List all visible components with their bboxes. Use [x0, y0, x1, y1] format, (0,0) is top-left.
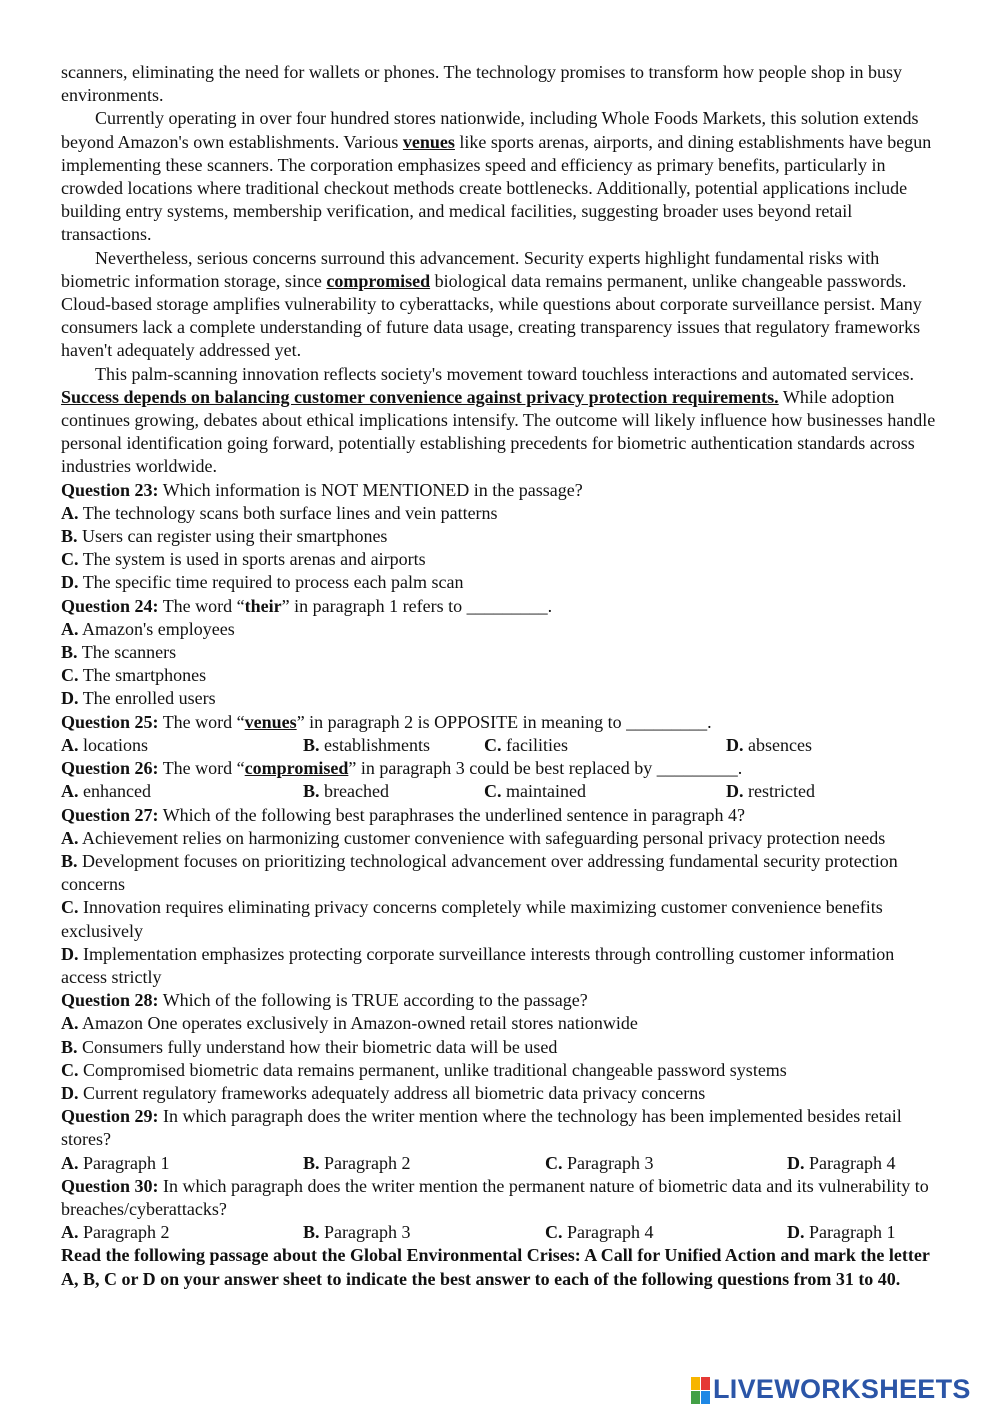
question-25-option-a[interactable]: A. locations — [61, 734, 148, 755]
question-25-option-d[interactable]: D. absences — [726, 734, 812, 755]
question-24-option-a[interactable]: A. Amazon's employees — [61, 618, 235, 639]
next-passage-instruction: Read the following passage about the Global Environmental Crises: A Call for Unified Action and mark the letter A, B, C or D on your answer sheet to indicate the best answer to each of the following questions from 31 to 40. — [61, 1245, 930, 1289]
logo-block — [701, 1377, 710, 1390]
question-23-stem: Question 23: Which information is NOT MENTIONED in the passage? — [61, 479, 583, 500]
question-30-option-b[interactable]: B. Paragraph 3 — [303, 1222, 411, 1243]
question-30-stem: Question 30: In which paragraph does the writer mention the permanent nature of biometric data and its vulnerability to breaches/cyberattacks? — [61, 1175, 929, 1219]
question-25-option-c[interactable]: C. facilities — [484, 734, 568, 755]
question-29-option-b[interactable]: B. Paragraph 2 — [303, 1152, 411, 1173]
question-28-option-b[interactable]: B. Consumers fully understand how their biometric data will be used — [61, 1036, 558, 1057]
question-26-option-a[interactable]: A. enhanced — [61, 781, 151, 802]
question-29-stem: Question 29: In which paragraph does the writer mention where the technology has been implemented besides retail stores? — [61, 1106, 902, 1150]
worksheet-page — [61, 61, 943, 1291]
question-23-option-d[interactable]: D. The specific time required to process each palm scan — [61, 572, 464, 593]
question-25-stem: Question 25: The word “venues” in paragraph 2 is OPPOSITE in meaning to _________. — [61, 711, 712, 732]
question-23-option-c[interactable]: C. The system is used in sports arenas and airports — [61, 549, 426, 570]
keyword-venues: venues — [402, 131, 455, 152]
question-23-option-a[interactable]: A. The technology scans both surface lines and vein patterns — [61, 502, 498, 523]
question-29-options — [61, 1152, 943, 1175]
question-30-option-a[interactable]: A. Paragraph 2 — [61, 1222, 170, 1243]
question-26-option-d[interactable]: D. restricted — [726, 781, 815, 802]
question-26-options — [61, 780, 943, 803]
logo-text: LIVEWORKSHEETS — [713, 1374, 971, 1405]
question-27-stem: Question 27: Which of the following best paraphrases the underlined sentence in paragraph 4? — [61, 804, 745, 825]
question-27-option-c[interactable]: C. Innovation requires eliminating privacy concerns completely while maximizing customer convenience benefits exclusively — [61, 897, 883, 941]
question-24-option-d[interactable]: D. The enrolled users — [61, 688, 216, 709]
question-26-stem: Question 26: The word “compromised” in paragraph 3 could be best replaced by _________. — [61, 758, 743, 779]
logo-blocks-icon — [691, 1377, 710, 1404]
question-24-stem: Question 24: The word “their” in paragraph 1 refers to _________. — [61, 595, 553, 616]
question-28-stem: Question 28: Which of the following is TRUE according to the passage? — [61, 990, 588, 1011]
question-25-options — [61, 734, 943, 757]
paragraph-1-tail: scanners, eliminating the need for wallets or phones. The technology promises to transform how people shop in busy environments. — [61, 62, 902, 106]
question-28-option-c[interactable]: C. Compromised biometric data remains permanent, unlike traditional changeable password systems — [61, 1059, 787, 1080]
logo-block — [691, 1391, 700, 1404]
question-29-option-c[interactable]: C. Paragraph 3 — [545, 1152, 654, 1173]
question-27-option-a[interactable]: A. Achievement relies on harmonizing customer convenience with safeguarding personal privacy protection needs — [61, 827, 886, 848]
keyword-compromised: compromised — [326, 270, 431, 291]
question-28-option-a[interactable]: A. Amazon One operates exclusively in Amazon-owned retail stores nationwide — [61, 1013, 638, 1034]
paragraph-4: This palm-scanning innovation reflects society's movement toward touchless interactions and automated services. Success depends on balancing customer convenience against privacy protection requirements. While adoption continues growing, debates about ethical implications intensify. The outcome will likely influence how businesses handle personal identification going forward, potentially establishing precedents for biometric authentication standards across industries worldwide. — [61, 363, 936, 477]
underlined-sentence: Success depends on balancing customer convenience against privacy protection requirements. — [61, 386, 779, 407]
question-25-option-b[interactable]: B. establishments — [303, 734, 431, 755]
question-30-option-c[interactable]: C. Paragraph 4 — [545, 1222, 654, 1243]
question-24-option-b[interactable]: B. The scanners — [61, 642, 177, 663]
liveworksheets-logo — [691, 1374, 971, 1406]
question-26-option-b[interactable]: B. breached — [303, 781, 389, 802]
question-30-options — [61, 1221, 943, 1244]
paragraph-3: Nevertheless, serious concerns surround this advancement. Security experts highlight fundamental risks with biometric information storage, since compromised biological data remains permanent, unlike changeable passwords. Cloud-based storage amplifies vulnerability to cyberattacks, while questions about corporate surveillance persist. Many consumers lack a complete understanding of future data usage, creating transparency issues that regulatory frameworks haven't adequately addressed yet. — [61, 247, 922, 361]
question-29-option-d[interactable]: D. Paragraph 4 — [787, 1152, 896, 1173]
question-29-option-a[interactable]: A. Paragraph 1 — [61, 1152, 170, 1173]
question-26-option-c[interactable]: C. maintained — [484, 781, 586, 802]
logo-block — [701, 1391, 710, 1404]
question-23-option-b[interactable]: B. Users can register using their smartphones — [61, 526, 388, 547]
logo-block — [691, 1377, 700, 1390]
question-28-option-d[interactable]: D. Current regulatory frameworks adequately address all biometric data privacy concerns — [61, 1082, 706, 1103]
question-27-option-d[interactable]: D. Implementation emphasizes protecting corporate surveillance interests through controlling customer information access strictly — [61, 943, 895, 987]
question-30-option-d[interactable]: D. Paragraph 1 — [787, 1222, 896, 1243]
question-24-option-c[interactable]: C. The smartphones — [61, 665, 207, 686]
paragraph-2: Currently operating in over four hundred stores nationwide, including Whole Foods Markets, this solution extends beyond Amazon's own establishments. Various venues like sports arenas, airports, and dining establishments have begun implementing these scanners. The corporation emphasizes speed and efficiency as primary benefits, particularly in crowded locations where traditional checkout methods create bottlenecks. Additionally, potential applications include building entry systems, membership verification, and medical facilities, suggesting broader uses beyond retail transactions. — [61, 108, 932, 245]
question-27-option-b[interactable]: B. Development focuses on prioritizing technological advancement over addressing fundamental security protection concerns — [61, 850, 898, 895]
